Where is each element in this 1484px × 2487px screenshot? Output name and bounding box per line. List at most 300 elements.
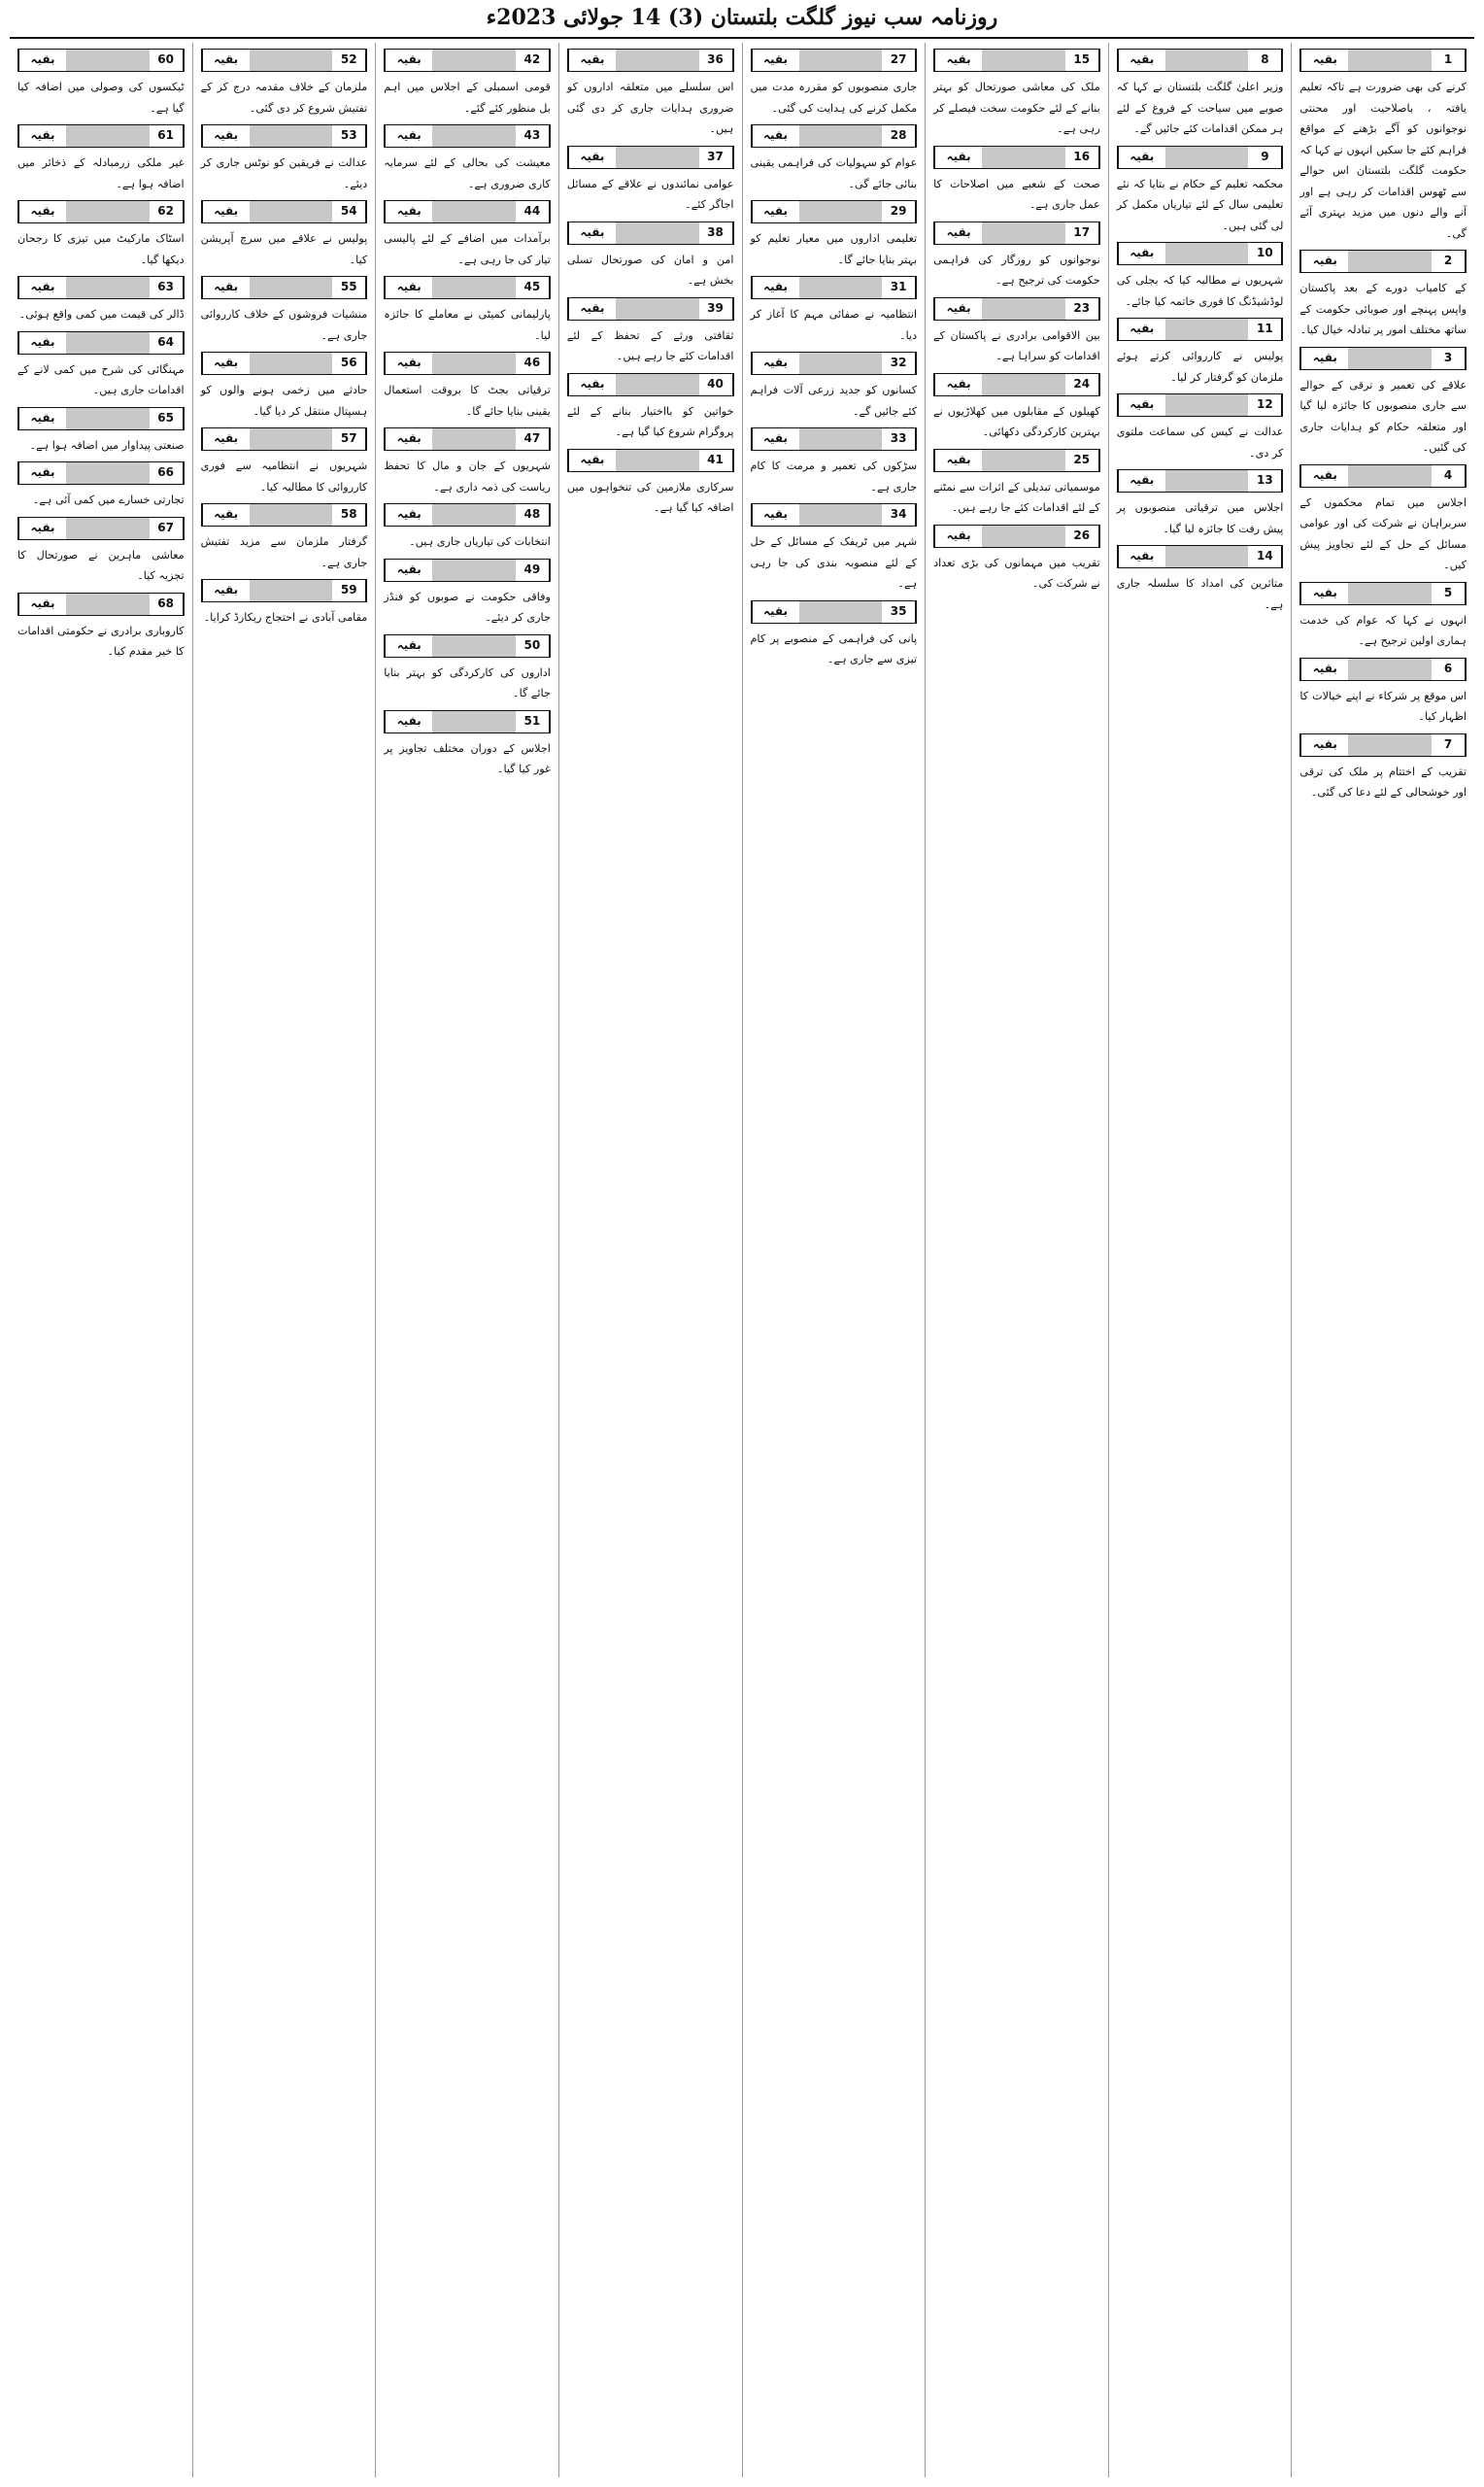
article-text: کھیلوں کے مقابلوں میں کھلاڑیوں نے بہترین کارکردگی دکھائی۔ xyxy=(933,404,1100,438)
continuation-number: 3 xyxy=(1432,348,1466,369)
article-text: تعلیمی اداروں میں معیار تعلیم کو بہتر بنایا جائے گا۔ xyxy=(750,232,918,266)
continuation-bar xyxy=(432,560,516,581)
column-3 xyxy=(925,43,1108,2477)
article-text: سرکاری ملازمین کی تنخواہوں میں اضافہ کیا گیا ہے۔ xyxy=(566,480,734,514)
article-text: اجلاس کے دوران مختلف تجاویز پر غور کیا گیا۔ xyxy=(384,741,551,775)
continuation-word: بقیہ xyxy=(752,428,799,450)
continuation-word: بقیہ xyxy=(18,408,66,429)
continuation-marker xyxy=(384,710,551,733)
continuation-word: بقیہ xyxy=(752,601,799,623)
continuation-marker xyxy=(567,449,734,472)
continuation-bar xyxy=(1348,348,1432,369)
continuation-number: 68 xyxy=(150,594,184,615)
continuation-bar xyxy=(1348,659,1432,680)
continuation-number: 58 xyxy=(332,504,366,526)
article-text: سڑکوں کی تعمیر و مرمت کا کام جاری ہے۔ xyxy=(750,460,918,494)
continuation-word: بقیہ xyxy=(934,298,982,320)
column-6 xyxy=(375,43,558,2477)
continuation-number: 27 xyxy=(882,50,916,71)
continuation-number: 44 xyxy=(516,201,550,222)
article-text: گرفتار ملزمان سے مزید تفتیش جاری ہے۔ xyxy=(200,535,368,569)
continuation-bar xyxy=(250,277,333,298)
continuation-number: 11 xyxy=(1248,319,1282,340)
continuation-number: 43 xyxy=(516,125,550,147)
article-text: ڈالر کی قیمت میں کمی واقع ہوئی۔ xyxy=(18,308,185,321)
continuation-word: بقیہ xyxy=(568,450,616,471)
continuation-number: 59 xyxy=(332,580,366,601)
continuation-bar xyxy=(799,50,883,71)
continuation-bar xyxy=(799,504,883,526)
continuation-marker xyxy=(751,276,918,299)
continuation-marker xyxy=(933,49,1100,72)
continuation-number: 38 xyxy=(699,222,733,244)
article-text: عوام کو سہولیات کی فراہمی یقینی بنائی جائے گی۔ xyxy=(750,156,918,190)
continuation-number: 67 xyxy=(150,518,184,539)
continuation-marker xyxy=(201,503,368,527)
continuation-bar xyxy=(432,428,516,450)
continuation-word: بقیہ xyxy=(202,201,250,222)
continuation-marker xyxy=(1299,464,1467,488)
continuation-bar xyxy=(1165,319,1249,340)
continuation-bar xyxy=(616,374,699,395)
article-text: عدالت نے کیس کی سماعت ملتوی کر دی۔ xyxy=(1116,426,1284,460)
continuation-marker xyxy=(751,49,918,72)
continuation-marker xyxy=(384,49,551,72)
continuation-number: 29 xyxy=(882,201,916,222)
continuation-marker xyxy=(751,352,918,375)
continuation-number: 41 xyxy=(699,450,733,471)
article-text: اجلاس میں تمام محکموں کے سربراہان نے شرکت کی اور عوامی مسائل کے حل کے لئے تجاویز پیش کیں۔ xyxy=(1299,495,1467,571)
continuation-word: بقیہ xyxy=(385,353,432,374)
article-text: پولیس نے کارروائی کرتے ہوئے ملزمان کو گرفتار کر لیا۔ xyxy=(1116,350,1284,384)
column-8 xyxy=(10,43,192,2477)
continuation-number: 55 xyxy=(332,277,366,298)
continuation-bar xyxy=(1165,147,1249,168)
article-columns xyxy=(10,43,1474,2477)
continuation-marker xyxy=(1117,469,1284,493)
continuation-number: 15 xyxy=(1065,50,1099,71)
continuation-number: 23 xyxy=(1065,298,1099,320)
continuation-word: بقیہ xyxy=(1118,546,1165,567)
continuation-number: 34 xyxy=(882,504,916,526)
article-text: معاشی ماہرین نے صورتحال کا تجزیہ کیا۔ xyxy=(17,548,185,582)
continuation-word: بقیہ xyxy=(202,277,250,298)
continuation-bar xyxy=(250,353,333,374)
article-text: پارلیمانی کمیٹی نے معاملے کا جائزہ لیا۔ xyxy=(384,308,551,342)
continuation-number: 17 xyxy=(1065,222,1099,244)
article-text: ترقیاتی بجٹ کا بروقت استعمال یقینی بنایا جائے گا۔ xyxy=(384,384,551,418)
continuation-bar xyxy=(1165,394,1249,416)
continuation-word: بقیہ xyxy=(202,353,250,374)
continuation-bar xyxy=(799,353,883,374)
continuation-word: بقیہ xyxy=(18,594,66,615)
article-text: کاروباری برادری نے حکومتی اقدامات کا خیر مقدم کیا۔ xyxy=(17,624,185,658)
continuation-number: 6 xyxy=(1432,659,1466,680)
continuation-word: بقیہ xyxy=(1118,470,1165,492)
masthead-title: روزنامہ سب نیوز گلگت بلتستان (3) 14 جولائی 2023ء xyxy=(486,5,998,30)
article-text: پولیس نے علاقے میں سرچ آپریشن کیا۔ xyxy=(200,232,368,266)
article-text: اداروں کی کارکردگی کو بہتر بنایا جائے گا۔ xyxy=(384,665,551,699)
continuation-marker xyxy=(201,579,368,602)
article-text: غیر ملکی زرمبادلہ کے ذخائر میں اضافہ ہوا ہے۔ xyxy=(17,156,185,190)
article-text: کے کامیاب دورے کے بعد پاکستان واپس پہنچے اور صوبائی حکومت کے ساتھ مختلف امور پر تبادلہ خیال کیا۔ xyxy=(1299,282,1467,336)
continuation-number: 45 xyxy=(516,277,550,298)
article-text: نوجوانوں کو روزگار کی فراہمی حکومت کی ترجیح ہے۔ xyxy=(933,253,1100,287)
continuation-bar xyxy=(799,601,883,623)
continuation-marker xyxy=(751,427,918,451)
article-text: تجارتی خسارے میں کمی آئی ہے۔ xyxy=(32,494,185,506)
continuation-word: بقیہ xyxy=(934,50,982,71)
continuation-number: 10 xyxy=(1248,243,1282,264)
continuation-word: بقیہ xyxy=(934,374,982,395)
continuation-bar xyxy=(1165,243,1249,264)
continuation-marker xyxy=(384,124,551,148)
continuation-bar xyxy=(982,147,1065,168)
continuation-marker xyxy=(933,221,1100,245)
continuation-marker xyxy=(1117,318,1284,341)
continuation-number: 51 xyxy=(516,711,550,732)
continuation-number: 36 xyxy=(699,50,733,71)
continuation-number: 42 xyxy=(516,50,550,71)
article-text: امن و امان کی صورتحال تسلی بخش ہے۔ xyxy=(566,253,734,287)
continuation-bar xyxy=(616,298,699,320)
continuation-marker xyxy=(201,200,368,223)
continuation-bar xyxy=(432,711,516,732)
article-text: منشیات فروشوں کے خلاف کارروائی جاری ہے۔ xyxy=(200,308,368,342)
continuation-number: 9 xyxy=(1248,147,1282,168)
continuation-word: بقیہ xyxy=(385,125,432,147)
continuation-bar xyxy=(982,526,1065,547)
continuation-bar xyxy=(1165,470,1249,492)
article-text: علاقے کی تعمیر و ترقی کے حوالے سے جاری منصوبوں کا جائزہ لیا گیا اور متعلقہ حکام کو ہدایات جاری کی گئیں۔ xyxy=(1299,378,1467,454)
article-text: معیشت کی بحالی کے لئے سرمایہ کاری ضروری ہے۔ xyxy=(384,156,551,190)
continuation-word: بقیہ xyxy=(934,526,982,547)
continuation-word: بقیہ xyxy=(385,50,432,71)
continuation-word: بقیہ xyxy=(1300,251,1348,272)
continuation-marker xyxy=(17,331,185,355)
article-text: تقریب میں مہمانوں کی بڑی تعداد نے شرکت کی۔ xyxy=(933,556,1100,590)
continuation-word: بقیہ xyxy=(18,277,66,298)
article-text: مقامی آبادی نے احتجاج ریکارڈ کرایا۔ xyxy=(203,611,368,624)
continuation-number: 32 xyxy=(882,353,916,374)
continuation-bar xyxy=(250,201,333,222)
continuation-bar xyxy=(432,635,516,657)
continuation-word: بقیہ xyxy=(18,462,66,484)
article-text: متاثرین کی امداد کا سلسلہ جاری ہے۔ xyxy=(1116,577,1284,611)
continuation-marker xyxy=(751,600,918,624)
continuation-marker xyxy=(1117,242,1284,265)
continuation-number: 24 xyxy=(1065,374,1099,395)
continuation-bar xyxy=(982,450,1065,471)
continuation-bar xyxy=(250,428,333,450)
continuation-marker xyxy=(384,200,551,223)
continuation-number: 64 xyxy=(150,332,184,354)
continuation-bar xyxy=(1165,546,1249,567)
continuation-marker xyxy=(567,49,734,72)
continuation-word: بقیہ xyxy=(1300,465,1348,487)
article-text: شہر میں ٹریفک کے مسائل کے حل کے لئے منصوبہ بندی کی جا رہی ہے۔ xyxy=(750,535,918,590)
continuation-marker xyxy=(933,297,1100,321)
article-text: موسمیاتی تبدیلی کے اثرات سے نمٹنے کے لئے اقدامات کئے جا رہے ہیں۔ xyxy=(933,480,1100,514)
continuation-number: 7 xyxy=(1432,734,1466,756)
continuation-bar xyxy=(799,125,883,147)
continuation-word: بقیہ xyxy=(1300,50,1348,71)
continuation-word: بقیہ xyxy=(1300,659,1348,680)
continuation-word: بقیہ xyxy=(1300,583,1348,604)
continuation-marker xyxy=(17,461,185,485)
continuation-word: بقیہ xyxy=(1118,394,1165,416)
continuation-number: 63 xyxy=(150,277,184,298)
continuation-word: بقیہ xyxy=(202,50,250,71)
continuation-marker xyxy=(201,352,368,375)
continuation-word: بقیہ xyxy=(385,428,432,450)
continuation-bar xyxy=(799,428,883,450)
article-text: وزیر اعلیٰ گلگت بلتستان نے کہا کہ صوبے میں سیاحت کے فروغ کے لئے ہر ممکن اقدامات کئے جائیں گے۔ xyxy=(1116,81,1284,135)
continuation-word: بقیہ xyxy=(934,450,982,471)
continuation-bar xyxy=(66,332,150,354)
column-2 xyxy=(1108,43,1292,2477)
continuation-number: 47 xyxy=(516,428,550,450)
continuation-number: 13 xyxy=(1248,470,1282,492)
continuation-marker xyxy=(567,146,734,169)
masthead-rule xyxy=(10,37,1474,39)
article-text: قومی اسمبلی کے اجلاس میں اہم بل منظور کئے گئے۔ xyxy=(384,81,551,115)
continuation-marker xyxy=(751,124,918,148)
continuation-marker xyxy=(751,200,918,223)
article-text: مہنگائی کی شرح میں کمی لانے کے اقدامات جاری ہیں۔ xyxy=(17,362,185,396)
continuation-number: 48 xyxy=(516,504,550,526)
continuation-bar xyxy=(66,594,150,615)
continuation-number: 56 xyxy=(332,353,366,374)
continuation-word: بقیہ xyxy=(1118,319,1165,340)
continuation-bar xyxy=(66,462,150,484)
column-7 xyxy=(192,43,376,2477)
continuation-marker xyxy=(1299,49,1467,72)
article-text: صحت کے شعبے میں اصلاحات کا عمل جاری ہے۔ xyxy=(933,177,1100,211)
continuation-number: 33 xyxy=(882,428,916,450)
continuation-bar xyxy=(250,504,333,526)
continuation-marker xyxy=(933,373,1100,396)
continuation-marker xyxy=(201,276,368,299)
continuation-bar xyxy=(616,450,699,471)
continuation-marker xyxy=(384,503,551,527)
article-text: خواتین کو بااختیار بنانے کے لئے پروگرام شروع کیا گیا ہے۔ xyxy=(566,404,734,438)
continuation-number: 2 xyxy=(1432,251,1466,272)
continuation-bar xyxy=(799,201,883,222)
article-text: صنعتی پیداوار میں اضافہ ہوا ہے۔ xyxy=(29,438,185,452)
continuation-bar xyxy=(982,222,1065,244)
continuation-number: 5 xyxy=(1432,583,1466,604)
continuation-word: بقیہ xyxy=(934,222,982,244)
continuation-marker xyxy=(1117,545,1284,568)
continuation-marker xyxy=(201,427,368,451)
continuation-bar xyxy=(1348,465,1432,487)
article-text: شہریوں نے انتظامیہ سے فوری کارروائی کا مطالبہ کیا۔ xyxy=(200,460,368,494)
continuation-word: بقیہ xyxy=(568,298,616,320)
continuation-number: 37 xyxy=(699,147,733,168)
article-text: عدالت نے فریقین کو نوٹس جاری کر دیئے۔ xyxy=(200,156,368,190)
continuation-marker xyxy=(567,221,734,245)
article-text: ٹیکسوں کی وصولی میں اضافہ کیا گیا ہے۔ xyxy=(17,81,185,115)
continuation-number: 50 xyxy=(516,635,550,657)
continuation-word: بقیہ xyxy=(385,277,432,298)
continuation-number: 8 xyxy=(1248,50,1282,71)
continuation-marker xyxy=(1299,347,1467,370)
continuation-marker xyxy=(201,49,368,72)
continuation-number: 31 xyxy=(882,277,916,298)
continuation-word: بقیہ xyxy=(568,374,616,395)
continuation-word: بقیہ xyxy=(18,518,66,539)
continuation-word: بقیہ xyxy=(18,332,66,354)
article-text: ملک کی معاشی صورتحال کو بہتر بنانے کے لئے حکومت سخت فیصلے کر رہی ہے۔ xyxy=(933,81,1100,135)
article-text: ثقافتی ورثے کے تحفظ کے لئے اقدامات کئے جا رہے ہیں۔ xyxy=(566,328,734,362)
continuation-bar xyxy=(250,50,333,71)
continuation-bar xyxy=(432,504,516,526)
article-text: انتظامیہ نے صفائی مہم کا آغاز کر دیا۔ xyxy=(750,308,918,342)
continuation-number: 53 xyxy=(332,125,366,147)
continuation-marker xyxy=(384,352,551,375)
column-4 xyxy=(742,43,926,2477)
article-text: کرنے کی بھی ضرورت ہے تاکہ تعلیم یافتہ ، باصلاحیت اور محنتی نوجوانوں کو آگے بڑھنے کے مواقع فراہم کئے جا سکیں انہوں نے کہا کہ حکومت گلگت بلتستان اس حوالے سے ٹھوس اقدامات کر رہی ہے اور آنے والے دنوں میں مزید بہتری آئے گی۔ xyxy=(1299,81,1467,240)
continuation-marker xyxy=(17,124,185,148)
continuation-marker xyxy=(751,503,918,527)
article-text: اجلاس میں ترقیاتی منصوبوں پر پیش رفت کا جائزہ لیا گیا۔ xyxy=(1116,501,1284,535)
continuation-marker xyxy=(384,634,551,658)
continuation-number: 61 xyxy=(150,125,184,147)
continuation-marker xyxy=(384,276,551,299)
continuation-marker xyxy=(933,525,1100,548)
continuation-number: 49 xyxy=(516,560,550,581)
continuation-bar xyxy=(1348,251,1432,272)
continuation-word: بقیہ xyxy=(934,147,982,168)
continuation-number: 62 xyxy=(150,201,184,222)
continuation-number: 60 xyxy=(150,50,184,71)
continuation-bar xyxy=(66,518,150,539)
continuation-marker xyxy=(384,559,551,582)
continuation-marker xyxy=(1117,146,1284,169)
continuation-bar xyxy=(1165,50,1249,71)
continuation-word: بقیہ xyxy=(1118,50,1165,71)
continuation-word: بقیہ xyxy=(752,201,799,222)
article-text: اسٹاک مارکیٹ میں تیزی کا رجحان دیکھا گیا۔ xyxy=(17,232,185,266)
continuation-number: 65 xyxy=(150,408,184,429)
article-text: محکمہ تعلیم کے حکام نے بتایا کہ نئے تعلیمی سال کے لئے تیاریاں مکمل کر لی گئی ہیں۔ xyxy=(1116,177,1284,232)
continuation-marker xyxy=(17,517,185,540)
article-text: شہریوں نے مطالبہ کیا کہ بجلی کی لوڈشیڈنگ کا فوری خاتمہ کیا جائے۔ xyxy=(1116,274,1284,308)
continuation-number: 39 xyxy=(699,298,733,320)
continuation-marker xyxy=(201,124,368,148)
continuation-number: 57 xyxy=(332,428,366,450)
continuation-marker xyxy=(1299,250,1467,273)
continuation-number: 26 xyxy=(1065,526,1099,547)
article-text: بین الاقوامی برادری نے پاکستان کے اقدامات کو سراہا ہے۔ xyxy=(933,328,1100,362)
continuation-word: بقیہ xyxy=(568,147,616,168)
continuation-word: بقیہ xyxy=(752,125,799,147)
continuation-bar xyxy=(66,125,150,147)
article-text: وفاقی حکومت نے صوبوں کو فنڈز جاری کر دیئے۔ xyxy=(384,590,551,624)
continuation-number: 40 xyxy=(699,374,733,395)
continuation-word: بقیہ xyxy=(568,50,616,71)
article-text: تقریب کے اختتام پر ملک کی ترقی اور خوشحالی کے لئے دعا کی گئی۔ xyxy=(1299,765,1467,799)
continuation-marker xyxy=(1299,733,1467,757)
continuation-bar xyxy=(250,125,333,147)
continuation-word: بقیہ xyxy=(18,50,66,71)
continuation-bar xyxy=(66,201,150,222)
continuation-number: 25 xyxy=(1065,450,1099,471)
continuation-word: بقیہ xyxy=(568,222,616,244)
continuation-number: 1 xyxy=(1432,50,1466,71)
article-text: حادثے میں زخمی ہونے والوں کو ہسپتال منتقل کر دیا گیا۔ xyxy=(200,384,368,418)
continuation-marker xyxy=(17,407,185,430)
continuation-number: 66 xyxy=(150,462,184,484)
article-text: عوامی نمائندوں نے علاقے کے مسائل اجاگر کئے۔ xyxy=(566,177,734,211)
continuation-word: بقیہ xyxy=(385,560,432,581)
continuation-marker xyxy=(1299,582,1467,605)
continuation-marker xyxy=(17,276,185,299)
continuation-bar xyxy=(250,580,333,601)
continuation-bar xyxy=(432,201,516,222)
continuation-word: بقیہ xyxy=(385,635,432,657)
continuation-bar xyxy=(432,50,516,71)
continuation-marker xyxy=(384,427,551,451)
continuation-bar xyxy=(982,298,1065,320)
article-text: پانی کی فراہمی کے منصوبے پر کام تیزی سے جاری ہے۔ xyxy=(750,631,918,665)
article-text: اس موقع پر شرکاء نے اپنے خیالات کا اظہار کیا۔ xyxy=(1299,689,1467,723)
continuation-word: بقیہ xyxy=(752,353,799,374)
continuation-number: 35 xyxy=(882,601,916,623)
continuation-marker xyxy=(1299,658,1467,681)
continuation-bar xyxy=(1348,734,1432,756)
continuation-word: بقیہ xyxy=(1118,147,1165,168)
continuation-number: 52 xyxy=(332,50,366,71)
continuation-number: 12 xyxy=(1248,394,1282,416)
continuation-number: 14 xyxy=(1248,546,1282,567)
continuation-bar xyxy=(66,408,150,429)
continuation-bar xyxy=(982,374,1065,395)
continuation-marker xyxy=(567,297,734,321)
continuation-word: بقیہ xyxy=(385,504,432,526)
continuation-marker xyxy=(17,200,185,223)
continuation-word: بقیہ xyxy=(202,580,250,601)
continuation-bar xyxy=(799,277,883,298)
continuation-word: بقیہ xyxy=(1118,243,1165,264)
continuation-bar xyxy=(432,353,516,374)
continuation-word: بقیہ xyxy=(752,504,799,526)
article-text: جاری منصوبوں کو مقررہ مدت میں مکمل کرنے کی ہدایت کی گئی۔ xyxy=(750,81,918,115)
continuation-bar xyxy=(1348,583,1432,604)
continuation-number: 46 xyxy=(516,353,550,374)
continuation-word: بقیہ xyxy=(385,711,432,732)
continuation-word: بقیہ xyxy=(202,504,250,526)
continuation-bar xyxy=(982,50,1065,71)
continuation-word: بقیہ xyxy=(1300,734,1348,756)
continuation-bar xyxy=(66,50,150,71)
continuation-bar xyxy=(66,277,150,298)
article-text: اس سلسلے میں متعلقہ اداروں کو ضروری ہدایات جاری کر دی گئی ہیں۔ xyxy=(566,81,734,135)
continuation-number: 28 xyxy=(882,125,916,147)
continuation-word: بقیہ xyxy=(18,201,66,222)
continuation-marker xyxy=(17,49,185,72)
continuation-word: بقیہ xyxy=(752,50,799,71)
article-text: انہوں نے کہا کہ عوام کی خدمت ہماری اولین ترجیح ہے۔ xyxy=(1299,613,1467,647)
continuation-word: بقیہ xyxy=(202,428,250,450)
continuation-bar xyxy=(432,125,516,147)
article-text: ملزمان کے خلاف مقدمہ درج کر کے تفتیش شروع کر دی گئی۔ xyxy=(200,81,368,115)
continuation-bar xyxy=(616,50,699,71)
continuation-marker xyxy=(1117,49,1284,72)
continuation-word: بقیہ xyxy=(18,125,66,147)
continuation-word: بقیہ xyxy=(202,125,250,147)
